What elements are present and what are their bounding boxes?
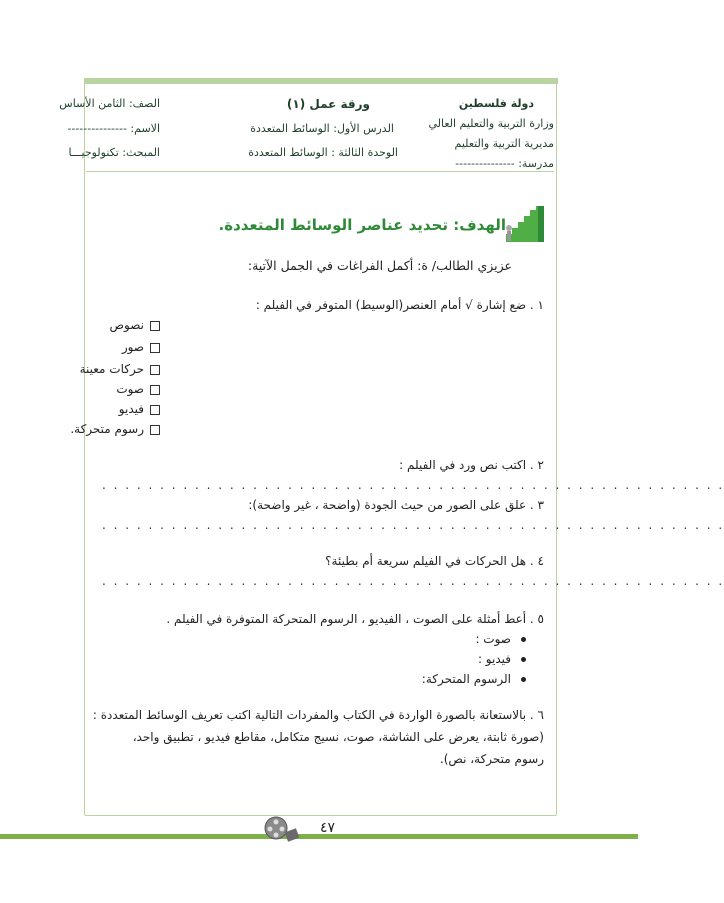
header-country: دولة فلسطين bbox=[458, 97, 534, 110]
page-frame bbox=[84, 78, 724, 816]
option-row bbox=[119, 402, 160, 416]
bullet-icon bbox=[521, 637, 526, 642]
header-divider bbox=[86, 171, 554, 172]
header-school: مدرسة: --------------- bbox=[455, 157, 554, 170]
option-row bbox=[122, 340, 160, 354]
checkbox[interactable] bbox=[150, 385, 160, 395]
answer-line[interactable]: . . . . . . . . . . . . . . . . . . . . . . . . . . . . . . . . . . . . . . . . . . . . . . . . . . . . . . bbox=[102, 574, 724, 588]
option-label: رسوم متحركة. bbox=[70, 422, 144, 436]
option-row bbox=[116, 382, 160, 396]
option-label: صوت bbox=[116, 382, 144, 396]
bullet-icon bbox=[521, 657, 526, 662]
checkbox[interactable] bbox=[150, 425, 160, 435]
question-6-words: (صورة ثابتة، يعرض على الشاشة، صوت، نسيج متكامل، مقاطع فيديو ، تطبيق واحد، bbox=[132, 730, 544, 744]
checkbox[interactable] bbox=[150, 405, 160, 415]
film-reel-icon bbox=[262, 812, 300, 844]
answer-line[interactable]: . . . . . . . . . . . . . . . . . . . . . . . . . . . . . . . . . . . . . . . . . . . . . . . . . . . . . . bbox=[102, 518, 724, 532]
option-row bbox=[70, 422, 160, 436]
intro-text: عزيزي الطالب/ ة: أكمل الفراغات في الجمل الآتية: bbox=[247, 258, 512, 273]
footer-bar bbox=[0, 834, 638, 839]
option-row bbox=[110, 318, 160, 332]
bullet-item: فيديو : bbox=[478, 652, 526, 666]
header-ministry: وزارة التربية والتعليم العالي bbox=[428, 117, 554, 130]
header-grade: الصف: الثامن الأساس bbox=[59, 97, 160, 110]
bullet-item: صوت : bbox=[475, 632, 526, 646]
option-label: حركات معينة bbox=[79, 362, 144, 376]
bullet-item: الرسوم المتحركة: bbox=[422, 672, 526, 686]
header-worksheet-title: ورقة عمل (١) bbox=[286, 97, 370, 111]
header-lesson: الدرس الأول: الوسائط المتعددة bbox=[250, 122, 394, 135]
question-6: ٦ . بالاستعانة بالصورة الواردة في الكتاب والمفردات التالية اكتب تعريف الوسائط المتعددة : bbox=[92, 708, 544, 722]
question-2: ٢ . اكتب نص ورد في الفيلم : bbox=[399, 458, 544, 472]
header-unit: الوحدة الثالثة : الوسائط المتعددة bbox=[248, 146, 398, 159]
option-label: نصوص bbox=[109, 318, 144, 332]
bullet-icon bbox=[521, 677, 526, 682]
question-4: ٤ . هل الحركات في الفيلم سريعة أم بطيئة؟ bbox=[325, 554, 544, 568]
question-6-words-end: رسوم متحركة، نص). bbox=[439, 752, 544, 766]
header-student-name: الاسم: --------------- bbox=[67, 122, 160, 135]
header-directorate: مديرية التربية والتعليم bbox=[454, 137, 554, 150]
answer-line[interactable]: . . . . . . . . . . . . . . . . . . . . . . . . . . . . . . . . . . . . . . . . . . . . . . . . . . . . . . bbox=[102, 478, 724, 492]
header-subject: المبحث: تكنولوجيـــا bbox=[68, 146, 160, 159]
stairs-icon bbox=[500, 204, 546, 244]
checkbox[interactable] bbox=[150, 321, 160, 331]
checkbox[interactable] bbox=[150, 365, 160, 375]
question-3: ٣ . علق على الصور من حيث الجودة (واضحة ، غير واضحة): bbox=[248, 498, 544, 512]
goal-title: الهدف: تحديد عناصر الوسائط المتعددة. bbox=[218, 216, 506, 234]
question-1: ١ . ضع إشارة √ أمام العنصر(الوسيط) المتوفر في الفيلم : bbox=[255, 298, 544, 312]
checkbox[interactable] bbox=[150, 343, 160, 353]
option-row bbox=[80, 362, 160, 376]
page-number: ٤٧ bbox=[320, 820, 336, 836]
option-label: فيديو bbox=[118, 402, 144, 416]
option-label: صور bbox=[121, 340, 144, 354]
question-5: ٥ . أعط أمثلة على الصوت ، الفيديو ، الرسوم المتحركة المتوفرة في الفيلم . bbox=[166, 612, 544, 626]
